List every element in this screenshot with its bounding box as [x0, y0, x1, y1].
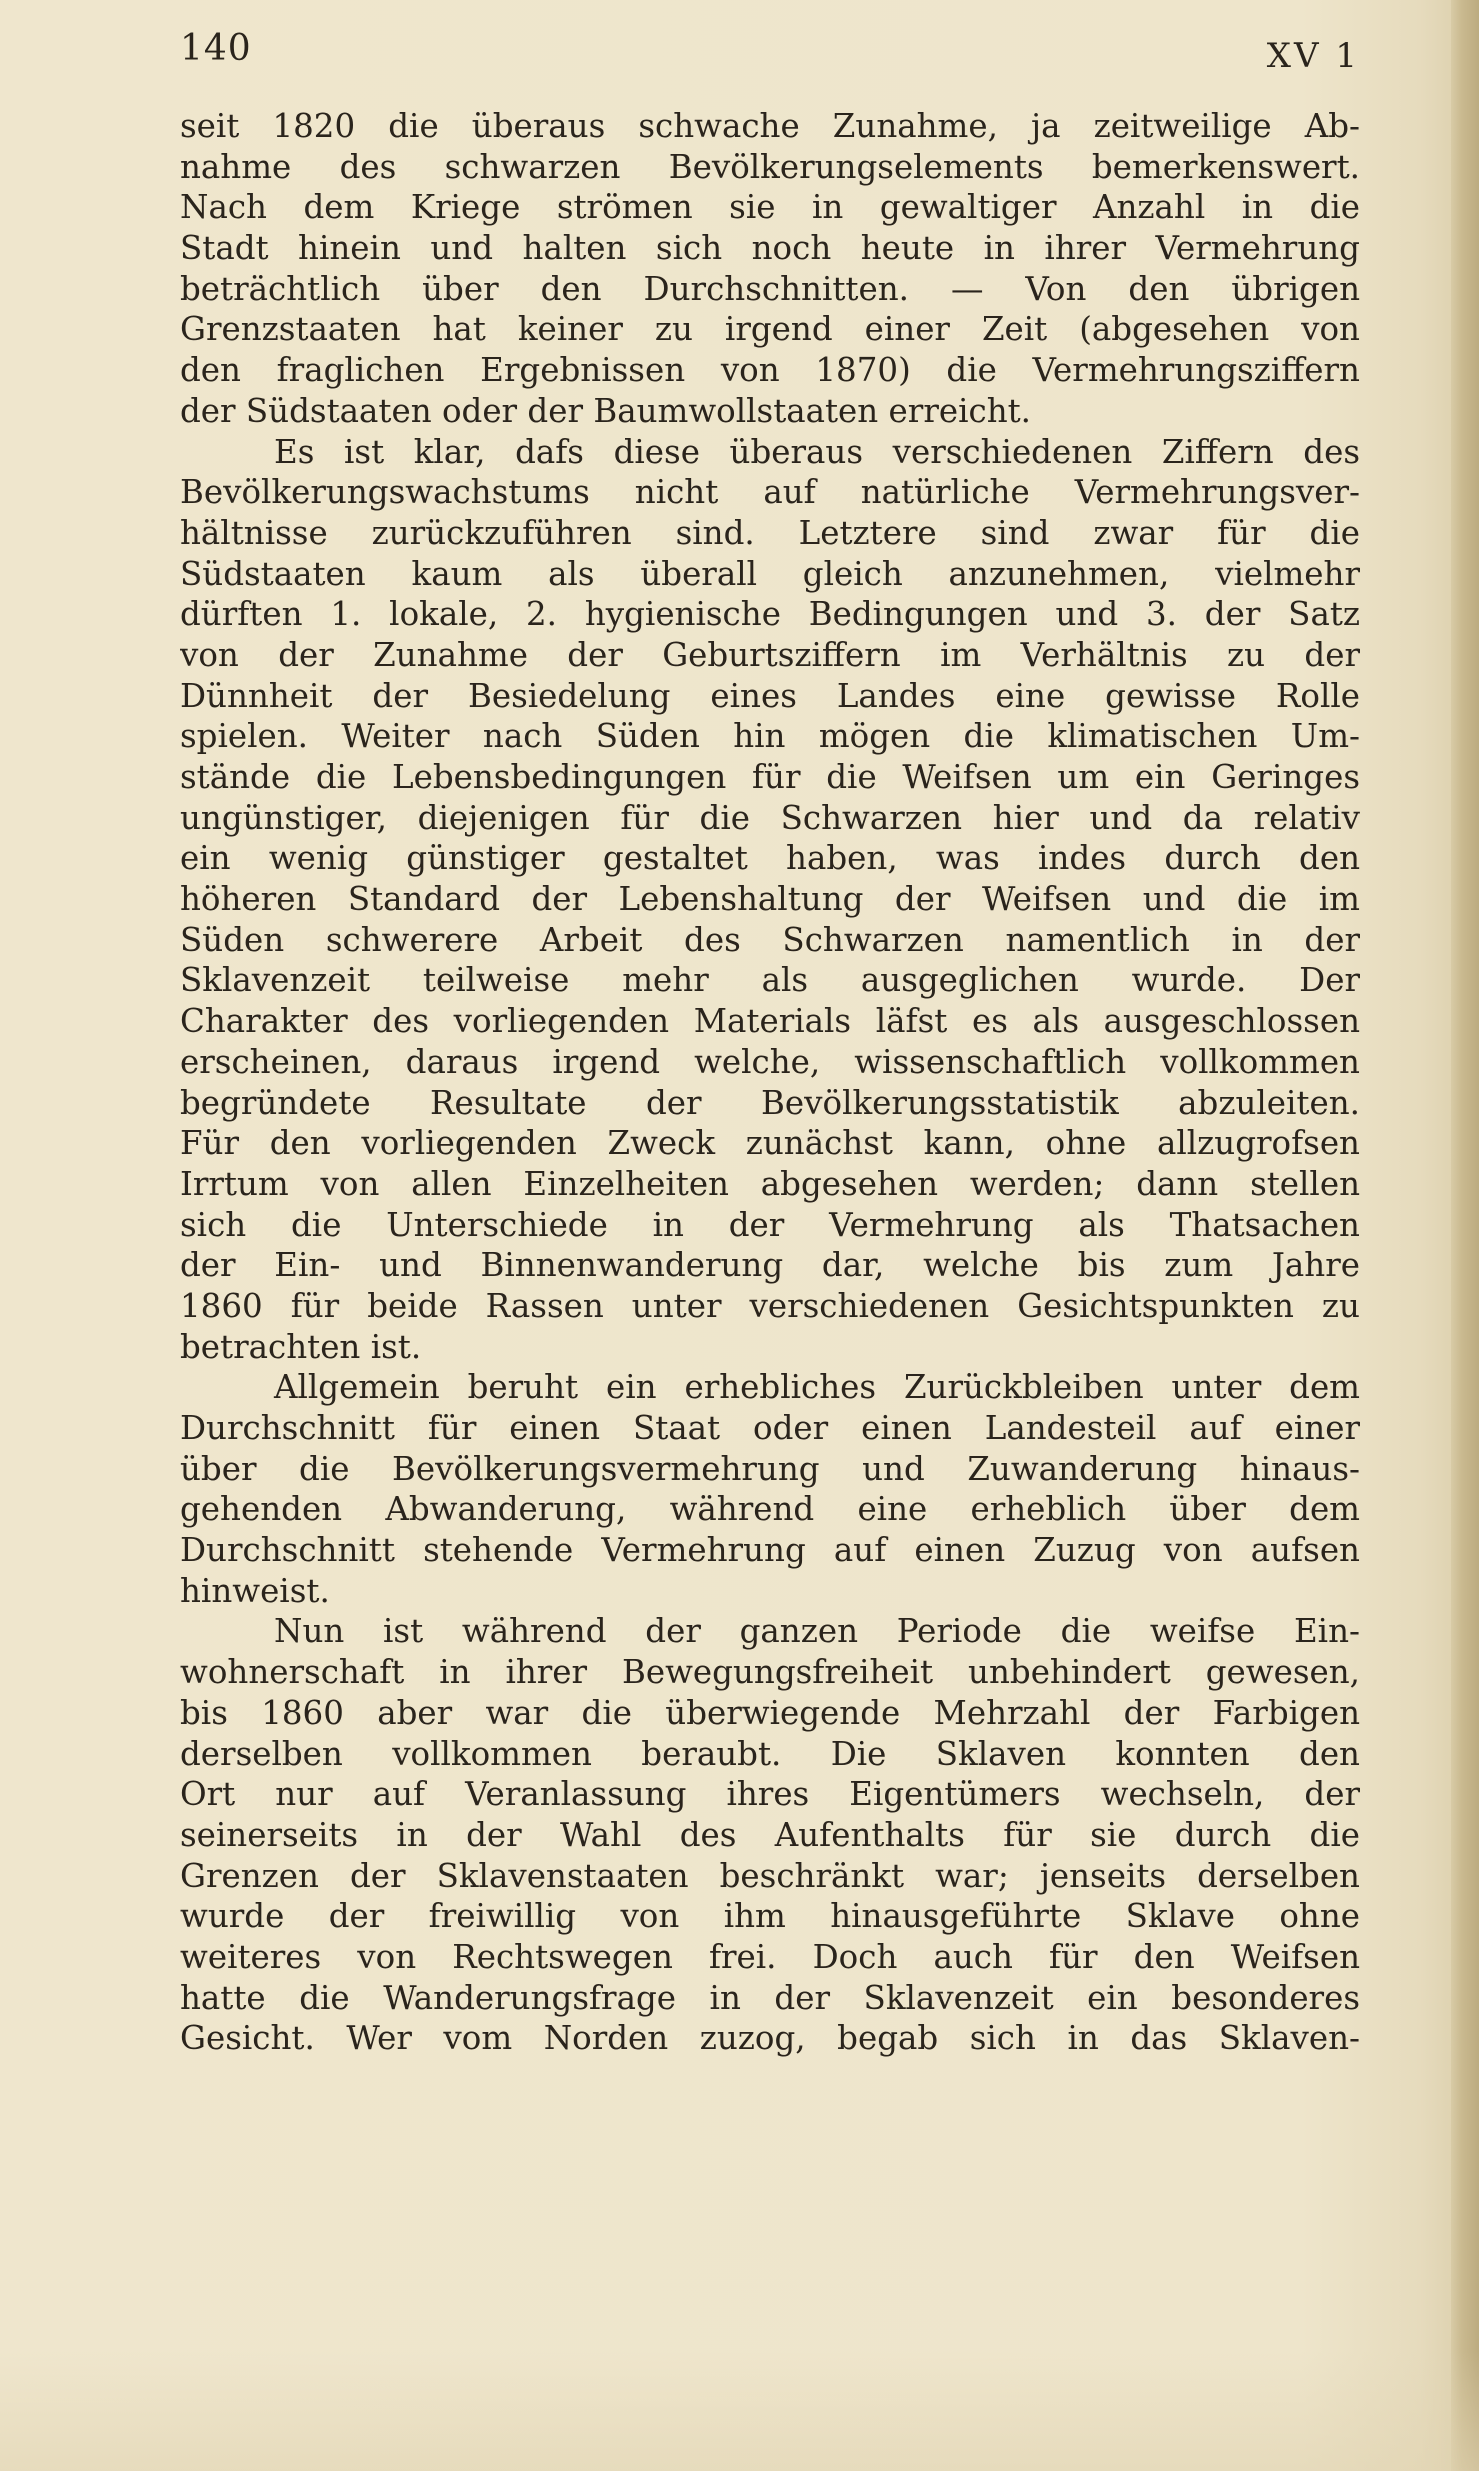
text-line: seinerseits in der Wahl des Aufenthalts für sie durch die — [180, 1815, 1360, 1854]
text-line: wohnerschaft in ihrer Bewegungsfreiheit unbehindert gewesen, — [180, 1653, 1360, 1692]
text-line: den fraglichen Ergebnissen von 1870) die Vermehrungsziffern — [180, 351, 1360, 390]
text-line: Stadt hinein und halten sich noch heute in ihrer Vermehrung — [180, 229, 1360, 268]
text-line: Nun ist während der ganzen Periode die weifse Ein- — [274, 1612, 1360, 1651]
text-line: der Südstaaten oder der Baumwollstaaten erreicht. — [180, 391, 1032, 430]
text-line: bis 1860 aber war die überwiegende Mehrzahl der Farbigen — [180, 1693, 1360, 1732]
page-shade — [0, 2351, 1479, 2471]
text-line: Durchschnitt für einen Staat oder einen Landesteil auf einer — [180, 1409, 1360, 1447]
text-line: Nach dem Kriege strömen sie in gewaltiger Anzahl in die — [180, 188, 1360, 227]
text-line: hinweist. — [180, 1571, 330, 1610]
text-line: Bevölkerungswachstums nicht auf natürliche Vermehrungsver- — [180, 473, 1360, 512]
text-line: Grenzstaaten hat keiner zu irgend einer Zeit (abgesehen von — [180, 310, 1360, 349]
text-line: derselben vollkommen beraubt. Die Sklaven konnten den — [180, 1734, 1360, 1773]
text-line: Irrtum von allen Einzelheiten abgesehen werden; dann stellen — [180, 1164, 1360, 1203]
text-line: hatte die Wanderungsfrage in der Sklavenzeit ein besonderes — [180, 1978, 1360, 2017]
running-head: XV 1 — [1266, 36, 1360, 76]
text-line: Sklavenzeit teilweise mehr als ausgeglichen wurde. Der — [180, 961, 1360, 1000]
text-line: von der Zunahme der Geburtsziffern im Verhältnis zu der — [180, 635, 1360, 674]
text-line: stände die Lebensbedingungen für die Weifsen um ein Geringes — [180, 758, 1360, 796]
text-line: ungünstiger, diejenigen für die Schwarzen hier und da relativ — [180, 798, 1360, 837]
text-line: wurde der freiwillig von ihm hinausgeführte Sklave ohne — [180, 1897, 1360, 1936]
text-line: weiteres von Rechtswegen frei. Doch auch für den Weifsen — [180, 1937, 1360, 1976]
text-line: höheren Standard der Lebenshaltung der Weifsen und die im — [180, 880, 1360, 919]
text-line: Allgemein beruht ein erhebliches Zurückbleiben unter dem — [274, 1368, 1360, 1407]
text-line: dürften 1. lokale, 2. hygienische Bedingungen und 3. der Satz — [180, 595, 1360, 634]
text-line: Charakter des vorliegenden Materials läfst es als ausgeschlossen — [180, 1002, 1360, 1041]
text-line: Gesicht. Wer vom Norden zuzog, begab sich in das Sklaven- — [180, 2019, 1360, 2058]
text-line: Süden schwerere Arbeit des Schwarzen namentlich in der — [180, 920, 1360, 959]
text-line: gehenden Abwanderung, während eine erheblich über dem — [180, 1490, 1360, 1529]
text-line: Dünnheit der Besiedelung eines Landes eine gewisse Rolle — [180, 676, 1360, 715]
text-line: spielen. Weiter nach Süden hin mögen die klimatischen Um- — [180, 717, 1360, 756]
text-line: betrachten ist. — [180, 1327, 422, 1366]
text-line: ein wenig günstiger gestaltet haben, was indes durch den — [180, 839, 1360, 878]
text-line: seit 1820 die überaus schwache Zunahme, ja zeitweilige Ab- — [180, 107, 1360, 145]
text-line: Ort nur auf Veranlassung ihres Eigentümers wechseln, der — [180, 1775, 1360, 1814]
text-line: über die Bevölkerungsvermehrung und Zuwanderung hinaus- — [180, 1449, 1360, 1488]
text-line: erscheinen, daraus irgend welche, wissenschaftlich vollkommen — [180, 1042, 1360, 1081]
text-line: nahme des schwarzen Bevölkerungselements bemerkenswert. — [180, 147, 1360, 186]
page-edge — [1451, 0, 1479, 2471]
text-line: beträchtlich über den Durchschnitten. — Von den übrigen — [180, 269, 1360, 308]
text-line: hältnisse zurückzuführen sind. Letztere sind zwar für die — [180, 513, 1360, 552]
page-header — [180, 28, 1360, 88]
text-line: Für den vorliegenden Zweck zunächst kann, ohne allzugrofsen — [180, 1124, 1360, 1163]
text-line: Südstaaten kaum als überall gleich anzunehmen, vielmehr — [180, 554, 1360, 593]
page-number: 140 — [180, 28, 252, 69]
text-line: Grenzen der Sklavenstaaten beschränkt war; jenseits derselben — [180, 1856, 1360, 1895]
text-line: sich die Unterschiede in der Vermehrung als Thatsachen — [180, 1205, 1360, 1244]
text-line: Durchschnitt stehende Vermehrung auf einen Zuzug von aufsen — [180, 1531, 1360, 1570]
body-text — [180, 106, 1360, 2059]
text-line: 1860 für beide Rassen unter verschiedenen Gesichtspunkten zu — [180, 1286, 1360, 1325]
text-line: Es ist klar, dafs diese überaus verschiedenen Ziffern des — [274, 432, 1360, 471]
text-line: begründete Resultate der Bevölkerungsstatistik abzuleiten. — [180, 1083, 1360, 1122]
text-line: der Ein- und Binnenwanderung dar, welche bis zum Jahre — [180, 1246, 1360, 1285]
